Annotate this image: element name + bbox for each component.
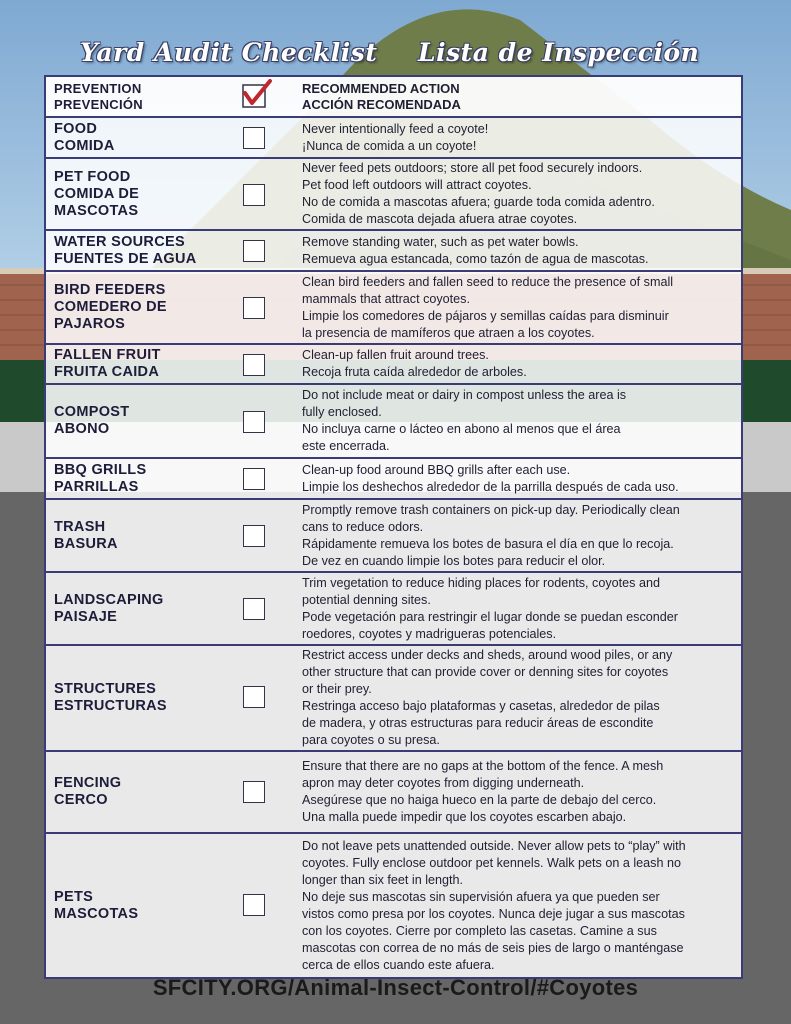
checklist-table [44,75,743,979]
category-en: PET FOOD [54,168,131,185]
trash-checkbox[interactable] [243,525,265,547]
action-line: Ensure that there are no gaps at the bottom of the fence. A mesh [302,759,664,773]
category-es: FUENTES DE AGUA [54,250,197,267]
action-line: Promptly remove trash containers on pick-up day. Periodically clean [302,502,680,517]
action-line: Remueva agua estancada, como tazón de agua de mascotas. [302,251,649,266]
action-line: Clean-up food around BBQ grills after each use. [302,462,571,477]
action-line: Restringa acceso bajo plataformas y casetas, alrededor de pilas [302,699,660,713]
row-category [54,385,234,457]
pets-checkbox[interactable] [243,894,265,916]
footer-url[interactable]: SFCITY.ORG/Animal-Insect-Control/#Coyotes [152,975,639,1000]
table-header-row [46,77,741,118]
category-en: PETS [54,888,94,905]
row-fencing [46,752,741,834]
row-bird-feeders [46,272,741,345]
action-line: coyotes. Fully enclose outdoor pet kennels. Walk pets on a leash no [302,855,681,870]
row-bbq-grills [46,459,741,500]
action-line: longer than six feet in length. [302,872,464,887]
action-line: Limpie los deshechos alrededor de la parrilla después de cada uso. [302,479,679,494]
action-line: mascotas con correa de no más de seis pies de largo o manténgase [302,940,684,955]
action-line: mammals that attract coyotes. [302,291,470,306]
category-es: ESTRUCTURAS [54,698,167,714]
food-checkbox[interactable] [243,127,265,149]
action-line: Clean-up fallen fruit around trees. [302,348,489,362]
header-category-es: PREVENCIÓN [54,96,143,112]
action-line: ¡Nunca de comida a un coyote! [302,138,477,153]
action-line: Trim vegetation to reduce hiding places for rodents, coyotes and [302,575,660,590]
row-action [302,118,733,157]
category-en: FALLEN FRUIT [54,347,161,363]
header-action-en: RECOMMENDED ACTION [302,80,460,96]
category-es: PAISAJE [54,608,118,625]
category-en: STRUCTURES [54,681,157,697]
category-en: COMPOST [54,404,130,420]
row-category [54,231,234,270]
action-line: cans to reduce odors. [302,519,424,534]
category-es: BASURA [54,535,118,552]
category-es: CERCO [54,792,108,808]
action-line: con los coyotes. Cierre por completo las casetas. Camine a sus [302,923,657,938]
action-line: Comida de mascota dejada afuera atrae coyotes. [302,212,578,226]
action-line: la presencia de mamíferos que atraen a los coyotes. [302,325,595,340]
action-line: No deje sus mascotas sin supervisión afuera ya que pueden ser [302,889,660,904]
action-line: other structure that can provide cover or denning sites for coyotes [302,665,669,679]
category-es: COMEDERO DE PAJAROS [54,299,167,332]
category-en: BBQ GRILLS [54,461,147,478]
action-line: No de comida a mascotas afuera; guarde toda comida adentro. [302,195,655,209]
row-category [54,573,234,644]
header-action [302,77,733,116]
bbq-grills-checkbox[interactable] [243,468,265,490]
row-category [54,345,234,383]
row-structures [46,646,741,752]
row-category [54,834,234,977]
title-english: Yard Audit Checklist [80,38,378,67]
action-line: Never intentionally feed a coyote! [302,121,489,136]
action-line: para coyotes o su presa. [302,733,440,747]
landscaping-checkbox[interactable] [243,598,265,620]
water-sources-checkbox[interactable] [243,240,265,262]
action-line: Pet food left outdoors will attract coyotes. [302,178,532,192]
category-en: FOOD [54,120,98,137]
row-action [302,459,733,498]
title-spanish: Lista de Inspección [418,38,700,67]
row-action [302,752,733,832]
pet-food-checkbox[interactable] [243,184,265,206]
row-category [54,500,234,571]
row-action [302,272,733,343]
category-es: PARRILLAS [54,478,139,495]
compost-checkbox[interactable] [243,411,265,433]
action-line: roedores, coyotes y madrigueras potenciales. [302,626,557,641]
action-line: potential denning sites. [302,592,431,607]
action-line: Limpie los comedores de pájaros y semillas caídas para disminuir [302,308,669,323]
category-es: FRUITA CAIDA [54,364,160,380]
category-es: COMIDA [54,137,115,154]
action-line: Remove standing water, such as pet water bowls. [302,234,579,249]
action-line: Rápidamente remueva los botes de basura el día en que lo recoja. [302,536,674,551]
row-action [302,159,733,229]
row-action [302,385,733,457]
row-action [302,646,733,750]
row-category [54,272,234,343]
row-action [302,231,733,270]
row-category [54,752,234,832]
row-compost [46,385,741,459]
action-line: Clean bird feeders and fallen seed to reduce the presence of small [302,274,674,289]
row-pet-food [46,159,741,231]
row-landscaping [46,573,741,646]
action-line: Restrict access under decks and sheds, around wood piles, or any [302,648,673,662]
category-en: TRASH [54,518,106,535]
row-category [54,459,234,498]
header-action-es: ACCIÓN RECOMENDADA [302,96,461,112]
row-action [302,573,733,644]
header-category [54,77,234,116]
action-line: Recoja fruta caída alrededor de arboles. [302,365,527,379]
row-trash [46,500,741,573]
bird-feeders-checkbox[interactable] [243,297,265,319]
fencing-checkbox[interactable] [243,781,265,803]
action-line: vistos como presa por los coyotes. Nunca deje jugar a sus mascotas [302,906,685,921]
row-food [46,118,741,159]
action-line: apron may deter coyotes from digging underneath. [302,776,585,790]
category-en: LANDSCAPING [54,591,164,608]
action-line: Do not include meat or dairy in compost unless the area is [302,388,627,402]
row-fallen-fruit [46,345,741,385]
fallen-fruit-checkbox[interactable] [243,354,265,376]
structures-checkbox[interactable] [243,686,265,708]
action-line: No incluya carne o lácteo en abono al menos que el área [302,422,621,436]
category-en: BIRD FEEDERS [54,282,166,298]
action-line: De vez en cuando limpie los botes para reducir el olor. [302,553,606,568]
action-line: de madera, y otras estructuras para reducir áreas de escondite [302,716,654,730]
checked-checkbox-icon [240,79,274,109]
action-line: or their prey. [302,682,372,696]
category-en: WATER SOURCES [54,233,185,250]
row-action [302,834,733,977]
category-es: MASCOTAS [54,905,139,922]
row-category [54,159,234,229]
action-line: Una malla puede impedir que los coyotes escarben abajo. [302,810,627,824]
action-line: Asegúrese que no haiga hueco en la parte de debajo del cerco. [302,793,657,807]
category-es: COMIDA DE MASCOTAS [54,185,140,219]
row-action [302,500,733,571]
action-line: Never feed pets outdoors; store all pet food securely indoors. [302,161,643,175]
action-line: Do not leave pets unattended outside. Never allow pets to “play” with [302,838,686,853]
row-category [54,646,234,750]
row-pets [46,834,741,977]
category-en: FENCING [54,775,122,791]
action-line: este encerrada. [302,439,390,453]
action-line: Pode vegetación para restringir el lugar donde se puedan esconder [302,609,678,624]
header-category-en: PREVENTION [54,80,142,96]
row-action [302,345,733,383]
row-water-sources [46,231,741,272]
row-category [54,118,234,157]
category-es: ABONO [54,421,110,437]
action-line: cerca de ellos cuando este afuera. [302,957,495,972]
action-line: fully enclosed. [302,405,382,419]
